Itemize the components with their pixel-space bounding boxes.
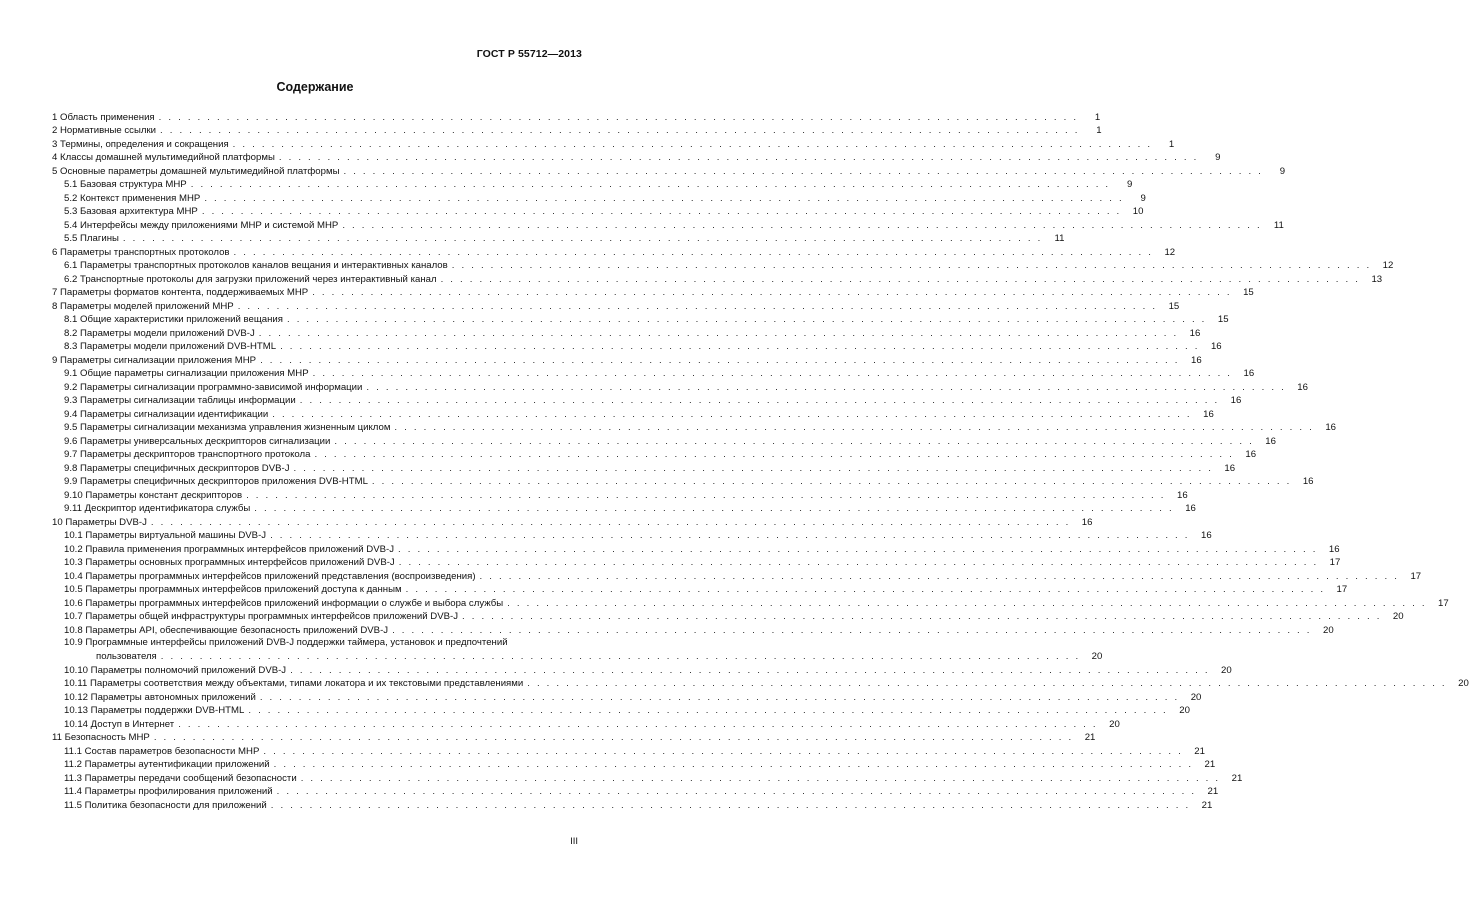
toc-entry-label: 11.2 Параметры аутентификации приложений [64, 759, 270, 770]
toc-entry-label: 10.14 Доступ в Интернет [64, 718, 175, 730]
toc-entry-label: 10.10 Параметры полномочий приложений DVB-J [64, 664, 287, 676]
toc-entry-label: 10.7 Параметры общей инфраструктуры программных интерфейсов приложений DVB-J [64, 611, 459, 622]
dot-leader [441, 274, 1361, 286]
toc-entry-page: 13 [1371, 273, 1383, 285]
toc-entry-page: 12 [1164, 246, 1176, 258]
toc-entry-page: 11 [1273, 219, 1284, 231]
dot-leader [202, 206, 1122, 218]
toc-entry-page: 1 [1096, 125, 1102, 136]
toc-entry[interactable] [52, 542, 1340, 556]
toc-entry-page: 16 [1200, 530, 1212, 541]
toc-entry-page: 16 [1230, 395, 1242, 406]
toc-entry-label: 10.11 Параметры соответствия между объектами, типами локатора и их текстовыми представлениями [64, 678, 524, 689]
toc-entry-label: 9 Параметры сигнализации приложения МНР [52, 354, 257, 366]
toc-entry[interactable] [52, 259, 1394, 273]
toc-entry-page: 20 [1109, 718, 1120, 730]
dot-leader [263, 746, 1183, 758]
toc-entry-label: 11.3 Параметры передачи сообщений безопасности [64, 772, 297, 784]
toc-entry[interactable] [52, 596, 1449, 610]
toc-entry-label: 3 Термины, определения и сокращения [52, 138, 229, 150]
toc-entry-page: 17 [1438, 597, 1449, 609]
toc-entry[interactable] [52, 583, 1348, 597]
toc-entry-label: 5.4 Интерфейсы между приложениями МНР и системой МНР [64, 219, 339, 231]
toc-entry[interactable] [52, 677, 1469, 691]
toc-entry-page: 16 [1243, 368, 1255, 379]
toc-entry-page: 16 [1203, 408, 1214, 420]
dot-leader [260, 692, 1180, 704]
dot-leader [271, 800, 1191, 812]
toc-entry-page: 1 [1168, 138, 1175, 150]
toc-entry[interactable] [52, 191, 1146, 205]
toc-entry-label: 9.1 Общие параметры сигнализации приложения МНР [64, 368, 309, 379]
toc-entry[interactable] [52, 394, 1242, 408]
toc-entry-page: 9 [1126, 179, 1133, 190]
dot-leader [204, 193, 1124, 205]
dot-leader [123, 233, 1043, 245]
dot-leader [314, 449, 1234, 461]
toc-entry-page: 16 [1245, 449, 1257, 460]
toc-entry[interactable] [52, 556, 1341, 570]
toc-entry-page: 16 [1328, 543, 1340, 555]
toc-entry-label: 10.2 Правила применения программных интерфейсов приложений DVB-J [64, 543, 394, 555]
toc-entry-page: 16 [1185, 503, 1196, 514]
toc-entry-label: 10.5 Параметры программных интерфейсов приложений доступа к данным [64, 584, 402, 595]
toc-entry-page: 20 [1458, 678, 1469, 689]
toc-entry-label: 6.2 Транспортные протоколы для загрузки приложений через интерактивный канал [64, 273, 437, 285]
toc-entry-label: 5.2 Контекст применения МНР [64, 192, 201, 204]
toc-entry[interactable] [52, 205, 1144, 219]
dot-leader [366, 382, 1286, 394]
dot-leader [399, 557, 1319, 569]
dot-leader [254, 503, 1174, 515]
dot-leader [259, 328, 1179, 340]
dot-leader [260, 355, 1180, 367]
toc-entry-page: 1 [1094, 111, 1101, 123]
toc-entry[interactable] [52, 137, 1175, 151]
toc-list [52, 110, 1469, 812]
toc-entry-page: 16 [1176, 489, 1188, 501]
toc-entry-label: 10.4 Параметры программных интерфейсов приложений представления (воспроизведения) [64, 570, 476, 582]
dot-leader [392, 625, 1312, 637]
toc-entry-page: 17 [1410, 570, 1422, 582]
toc-entry-page: 17 [1329, 557, 1341, 568]
toc-entry[interactable] [52, 690, 1202, 704]
toc-entry[interactable] [52, 758, 1216, 772]
dot-leader [246, 490, 1166, 502]
toc-entry-label: 8 Параметры моделей приложений МНР [52, 300, 234, 312]
toc-entry[interactable] [52, 717, 1120, 731]
dot-leader [274, 759, 1194, 771]
toc-entry-page: 16 [1210, 341, 1222, 352]
toc-entry[interactable] [52, 286, 1254, 300]
toc-entry[interactable] [52, 299, 1180, 313]
toc-entry[interactable] [52, 515, 1093, 529]
toc-entry-page: 16 [1297, 381, 1308, 393]
toc-entry-page: 17 [1336, 584, 1348, 595]
dot-leader [334, 436, 1254, 448]
toc-entry-label: 4 Классы домашней мультимедийной платформы [52, 152, 275, 163]
toc-entry-label: 7 Параметры форматов контента, поддерживаемых МНР [52, 287, 309, 298]
dot-leader [234, 247, 1154, 259]
dot-leader [294, 463, 1214, 475]
dot-leader [154, 732, 1074, 744]
toc-entry-label: 6 Параметры транспортных протоколов [52, 246, 230, 258]
toc-entry[interactable] [52, 380, 1308, 394]
dot-leader [287, 314, 1207, 326]
toc-entry-page: 16 [1081, 516, 1093, 528]
dot-leader [191, 179, 1111, 191]
toc-entry-label: 5.1 Базовая структура МНР [64, 179, 187, 190]
toc-entry-page: 21 [1204, 759, 1216, 770]
toc-entry[interactable] [52, 488, 1188, 502]
dot-leader [462, 611, 1382, 623]
toc-entry-label-continuation: пользователя [96, 651, 157, 662]
dot-leader [272, 409, 1192, 421]
dot-leader [313, 368, 1233, 380]
dot-leader [343, 166, 1263, 178]
dot-leader [151, 517, 1071, 529]
toc-entry[interactable] [52, 731, 1096, 745]
toc-entry-page: 21 [1207, 786, 1219, 797]
toc-entry-label: 5.5 Плагины [64, 233, 119, 244]
dot-leader [480, 571, 1400, 583]
toc-entry-label: 10.12 Параметры автономных приложений [64, 691, 256, 703]
toc-entry-label: 9.11 Дескриптор идентификатора службы [64, 503, 251, 514]
toc-entry-label: 2 Нормативные ссылки [52, 125, 157, 136]
toc-entry-label: 10.13 Параметры поддержки DVB-HTML [64, 705, 245, 716]
toc-entry-page: 15 [1168, 300, 1180, 312]
dot-leader [248, 705, 1168, 717]
toc-entry[interactable] [52, 785, 1219, 799]
toc-entry-page: 20 [1190, 691, 1202, 703]
page-number: III [570, 836, 578, 847]
toc-entry-label: 10.3 Параметры основных программных интерфейсов приложений DVB-J [64, 557, 395, 568]
dot-leader [290, 665, 1210, 677]
toc-entry[interactable] [52, 164, 1286, 178]
toc-entry-page: 16 [1325, 422, 1336, 433]
toc-entry[interactable] [52, 245, 1176, 259]
toc-entry-label: 9.3 Параметры сигнализации таблицы информации [64, 395, 296, 406]
toc-entry-page: 20 [1091, 651, 1103, 662]
toc-entry[interactable] [52, 218, 1284, 232]
toc-entry[interactable] [52, 771, 1243, 785]
dot-leader [507, 598, 1427, 610]
toc-entry-label: 10 Параметры DVB-J [52, 516, 147, 528]
toc-entry-page: 20 [1221, 664, 1232, 676]
toc-entry[interactable] [52, 340, 1222, 354]
toc-entry-page: 21 [1231, 772, 1243, 784]
dot-leader [527, 678, 1447, 690]
toc-entry[interactable] [52, 151, 1221, 165]
toc-entry[interactable] [52, 461, 1236, 475]
toc-entry-label: 8.3 Параметры модели приложений DVB-HTML [64, 341, 277, 352]
toc-entry-page: 16 [1190, 354, 1202, 366]
dot-leader [406, 584, 1326, 596]
toc-entry-page: 16 [1224, 462, 1236, 474]
toc-entry[interactable] [52, 448, 1257, 462]
toc-entry[interactable] [52, 569, 1422, 583]
dot-leader [342, 220, 1262, 232]
dot-leader [394, 422, 1314, 434]
dot-leader [161, 651, 1081, 663]
dot-leader [398, 544, 1318, 556]
toc-entry[interactable] [52, 272, 1383, 286]
toc-entry-label: 9.2 Параметры сигнализации программно-зависимой информации [64, 381, 363, 393]
toc-entry-label: 6.1 Параметры транспортных протоколов каналов вещания и интерактивных каналов [64, 260, 448, 271]
toc-title: Содержание [276, 80, 354, 94]
toc-entry-page: 21 [1201, 799, 1213, 811]
dot-leader [372, 476, 1292, 488]
toc-entry[interactable] [52, 326, 1201, 340]
toc-entry[interactable] [52, 407, 1214, 421]
dot-leader [159, 112, 1079, 124]
toc-entry-page: 10 [1132, 206, 1144, 217]
toc-entry-page: 15 [1243, 287, 1254, 298]
toc-entry[interactable] [52, 110, 1101, 124]
dot-leader [279, 152, 1199, 164]
dot-leader [233, 139, 1153, 151]
page-header: ГОСТ Р 55712—2013 [476, 48, 582, 60]
toc-entry-label: 1 Область применения [52, 111, 155, 123]
toc-entry-page: 11 [1054, 233, 1065, 244]
toc-entry-page: 15 [1217, 314, 1229, 325]
dot-leader [301, 773, 1221, 785]
toc-entry-page: 9 [1140, 192, 1146, 204]
toc-entry[interactable] [52, 421, 1336, 435]
toc-entry[interactable] [52, 124, 1102, 138]
toc-entry[interactable] [52, 798, 1213, 812]
dot-leader [238, 301, 1158, 313]
toc-entry-label: 10.8 Параметры API, обеспечивающие безопасность приложений DVB-J [64, 624, 389, 636]
toc-entry-label: 10.9 Программные интерфейсы приложений DVB-J поддержки таймера, установок и предпочтений [64, 636, 508, 648]
toc-entry-label: 11.4 Параметры профилирования приложений [64, 786, 273, 797]
toc-entry-label: 8.1 Общие характеристики приложений вещания [64, 314, 283, 325]
toc-entry[interactable] [52, 367, 1255, 381]
dot-leader [452, 260, 1372, 272]
toc-entry[interactable] [52, 232, 1065, 246]
toc-entry-page: 21 [1084, 732, 1096, 743]
toc-entry-label: 8.2 Параметры модели приложений DVB-J [64, 327, 255, 339]
toc-entry-label: 11.5 Политика безопасности для приложений [64, 799, 267, 811]
toc-entry[interactable] [52, 636, 1103, 664]
toc-entry-label: 9.6 Параметры универсальных дескрипторов сигнализации [64, 435, 331, 447]
toc-entry-label: 9.7 Параметры дескрипторов транспортного протокола [64, 449, 311, 460]
toc-entry-label: 11.1 Состав параметров безопасности МНР [64, 745, 260, 757]
dot-leader [270, 530, 1190, 542]
dot-leader [178, 719, 1098, 731]
toc-entry-label: 5 Основные параметры домашней мультимедийной платформы [52, 165, 340, 177]
toc-entry-label: 9.9 Параметры специфичных дескрипторов приложения DVB-HTML [64, 476, 368, 487]
toc-entry-page: 9 [1279, 165, 1286, 177]
toc-entry[interactable] [52, 663, 1232, 677]
toc-entry-page: 9 [1215, 152, 1221, 163]
toc-entry[interactable] [52, 434, 1276, 448]
toc-entry-label: 5.3 Базовая архитектура МНР [64, 206, 198, 217]
toc-entry-label: 11 Безопасность МНР [52, 732, 150, 743]
toc-entry-page: 20 [1322, 624, 1334, 636]
toc-entry-label: 9.4 Параметры сигнализации идентификации [64, 408, 269, 420]
toc-entry-page: 16 [1302, 476, 1314, 487]
toc-entry[interactable] [52, 610, 1404, 624]
toc-entry-label: 9.8 Параметры специфичных дескрипторов DVB-J [64, 462, 290, 474]
dot-leader [160, 125, 1080, 137]
dot-leader [312, 287, 1232, 299]
toc-entry[interactable] [52, 744, 1205, 758]
toc-entry[interactable] [52, 704, 1190, 718]
toc-entry-page: 21 [1194, 745, 1205, 757]
toc-entry[interactable] [52, 502, 1196, 516]
toc-entry[interactable] [52, 529, 1212, 543]
toc-entry[interactable] [52, 475, 1314, 489]
dot-leader [277, 786, 1197, 798]
toc-entry[interactable] [52, 353, 1202, 367]
toc-entry[interactable] [52, 313, 1229, 327]
toc-entry[interactable] [52, 178, 1133, 192]
toc-entry-page: 20 [1392, 611, 1404, 622]
toc-entry-page: 12 [1382, 260, 1394, 271]
toc-entry-page: 20 [1179, 705, 1190, 716]
toc-entry-page: 16 [1265, 435, 1276, 447]
toc-entry-label: 9.10 Параметры констант дескрипторов [64, 489, 243, 501]
dot-leader [300, 395, 1220, 407]
toc-entry-label: 10.1 Параметры виртуальной машины DVB-J [64, 530, 267, 541]
dot-leader [280, 341, 1200, 353]
toc-entry-label: 9.5 Параметры сигнализации механизма управления жизненным циклом [64, 422, 391, 433]
toc-entry[interactable] [52, 623, 1334, 637]
toc-entry-page: 16 [1189, 327, 1201, 339]
toc-entry-label: 10.6 Параметры программных интерфейсов приложений информации о службе и выбора службы [64, 597, 504, 609]
